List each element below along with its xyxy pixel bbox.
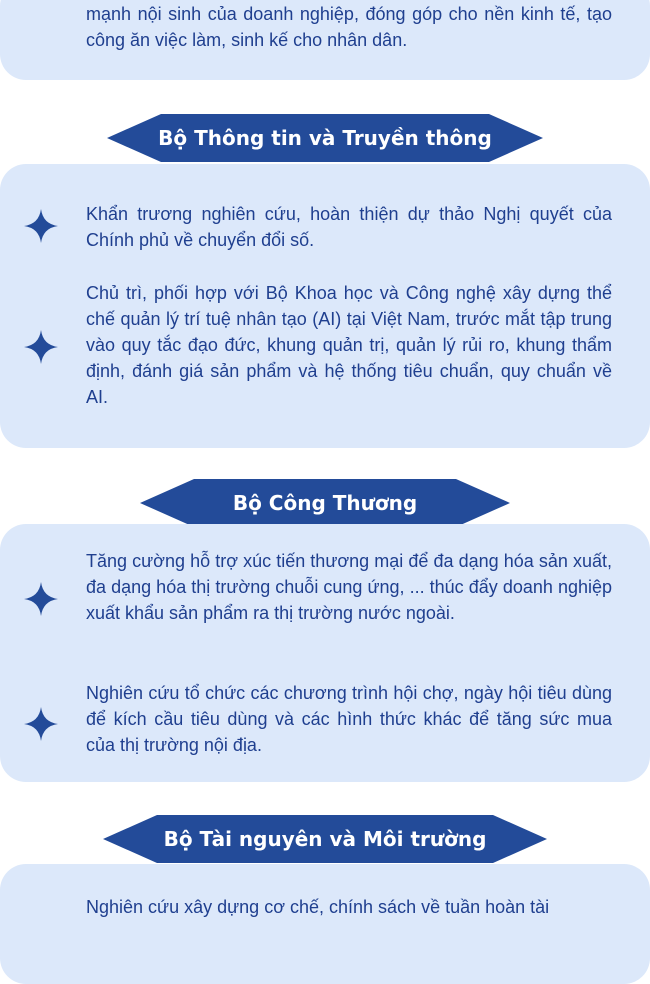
paragraph: Tăng cường hỗ trợ xúc tiến thương mại để đa dạng hóa sản xuất, đa dạng hóa thị trường chuỗi cung ứng, ... thúc đẩy doanh nghiệp xuất khẩu sản phẩm ra thị trường nước ngoài. bbox=[86, 551, 612, 623]
paragraph: mạnh nội sinh của doanh nghiệp, đóng góp cho nền kinh tế, tạo công ăn việc làm, sinh kế cho nhân dân. bbox=[86, 4, 612, 50]
section-banner bbox=[103, 815, 547, 863]
content-card bbox=[0, 164, 650, 448]
section-title: Bộ Thông tin và Truyền thông bbox=[158, 126, 492, 150]
paragraph: Khẩn trương nghiên cứu, hoàn thiện dự thảo Nghị quyết của Chính phủ về chuyển đổi số. bbox=[86, 204, 612, 250]
paragraph: Nghiên cứu tổ chức các chương trình hội chợ, ngày hội tiêu dùng để kích cầu tiêu dùng và các hình thức khác để tăng sức mua của thị trường nội địa. bbox=[86, 683, 612, 755]
content-card bbox=[0, 524, 650, 782]
four-point-star-icon bbox=[24, 209, 58, 243]
section-title: Bộ Công Thương bbox=[232, 491, 418, 515]
section-banner bbox=[107, 114, 543, 162]
four-point-star-icon bbox=[24, 707, 58, 741]
paragraph: Nghiên cứu xây dựng cơ chế, chính sách về tuần hoàn tài bbox=[86, 897, 550, 917]
four-point-star-icon bbox=[24, 330, 58, 364]
section-title: Bộ Tài nguyên và Môi trường bbox=[163, 827, 487, 851]
section-banner bbox=[140, 479, 510, 527]
content-card bbox=[0, 864, 650, 984]
four-point-star-icon bbox=[24, 582, 58, 616]
paragraph: Chủ trì, phối hợp với Bộ Khoa học và Công nghệ xây dựng thể chế quản lý trí tuệ nhân tạo (AI) tại Việt Nam, trước mắt tập trung vào quy tắc đạo đức, khung quản trị, quản lý rủi ro, khung thẩm định, đánh giá sản phẩm và hệ thống tiêu chuẩn, quy chuẩn về AI. bbox=[86, 283, 612, 407]
content-card bbox=[0, 0, 650, 80]
